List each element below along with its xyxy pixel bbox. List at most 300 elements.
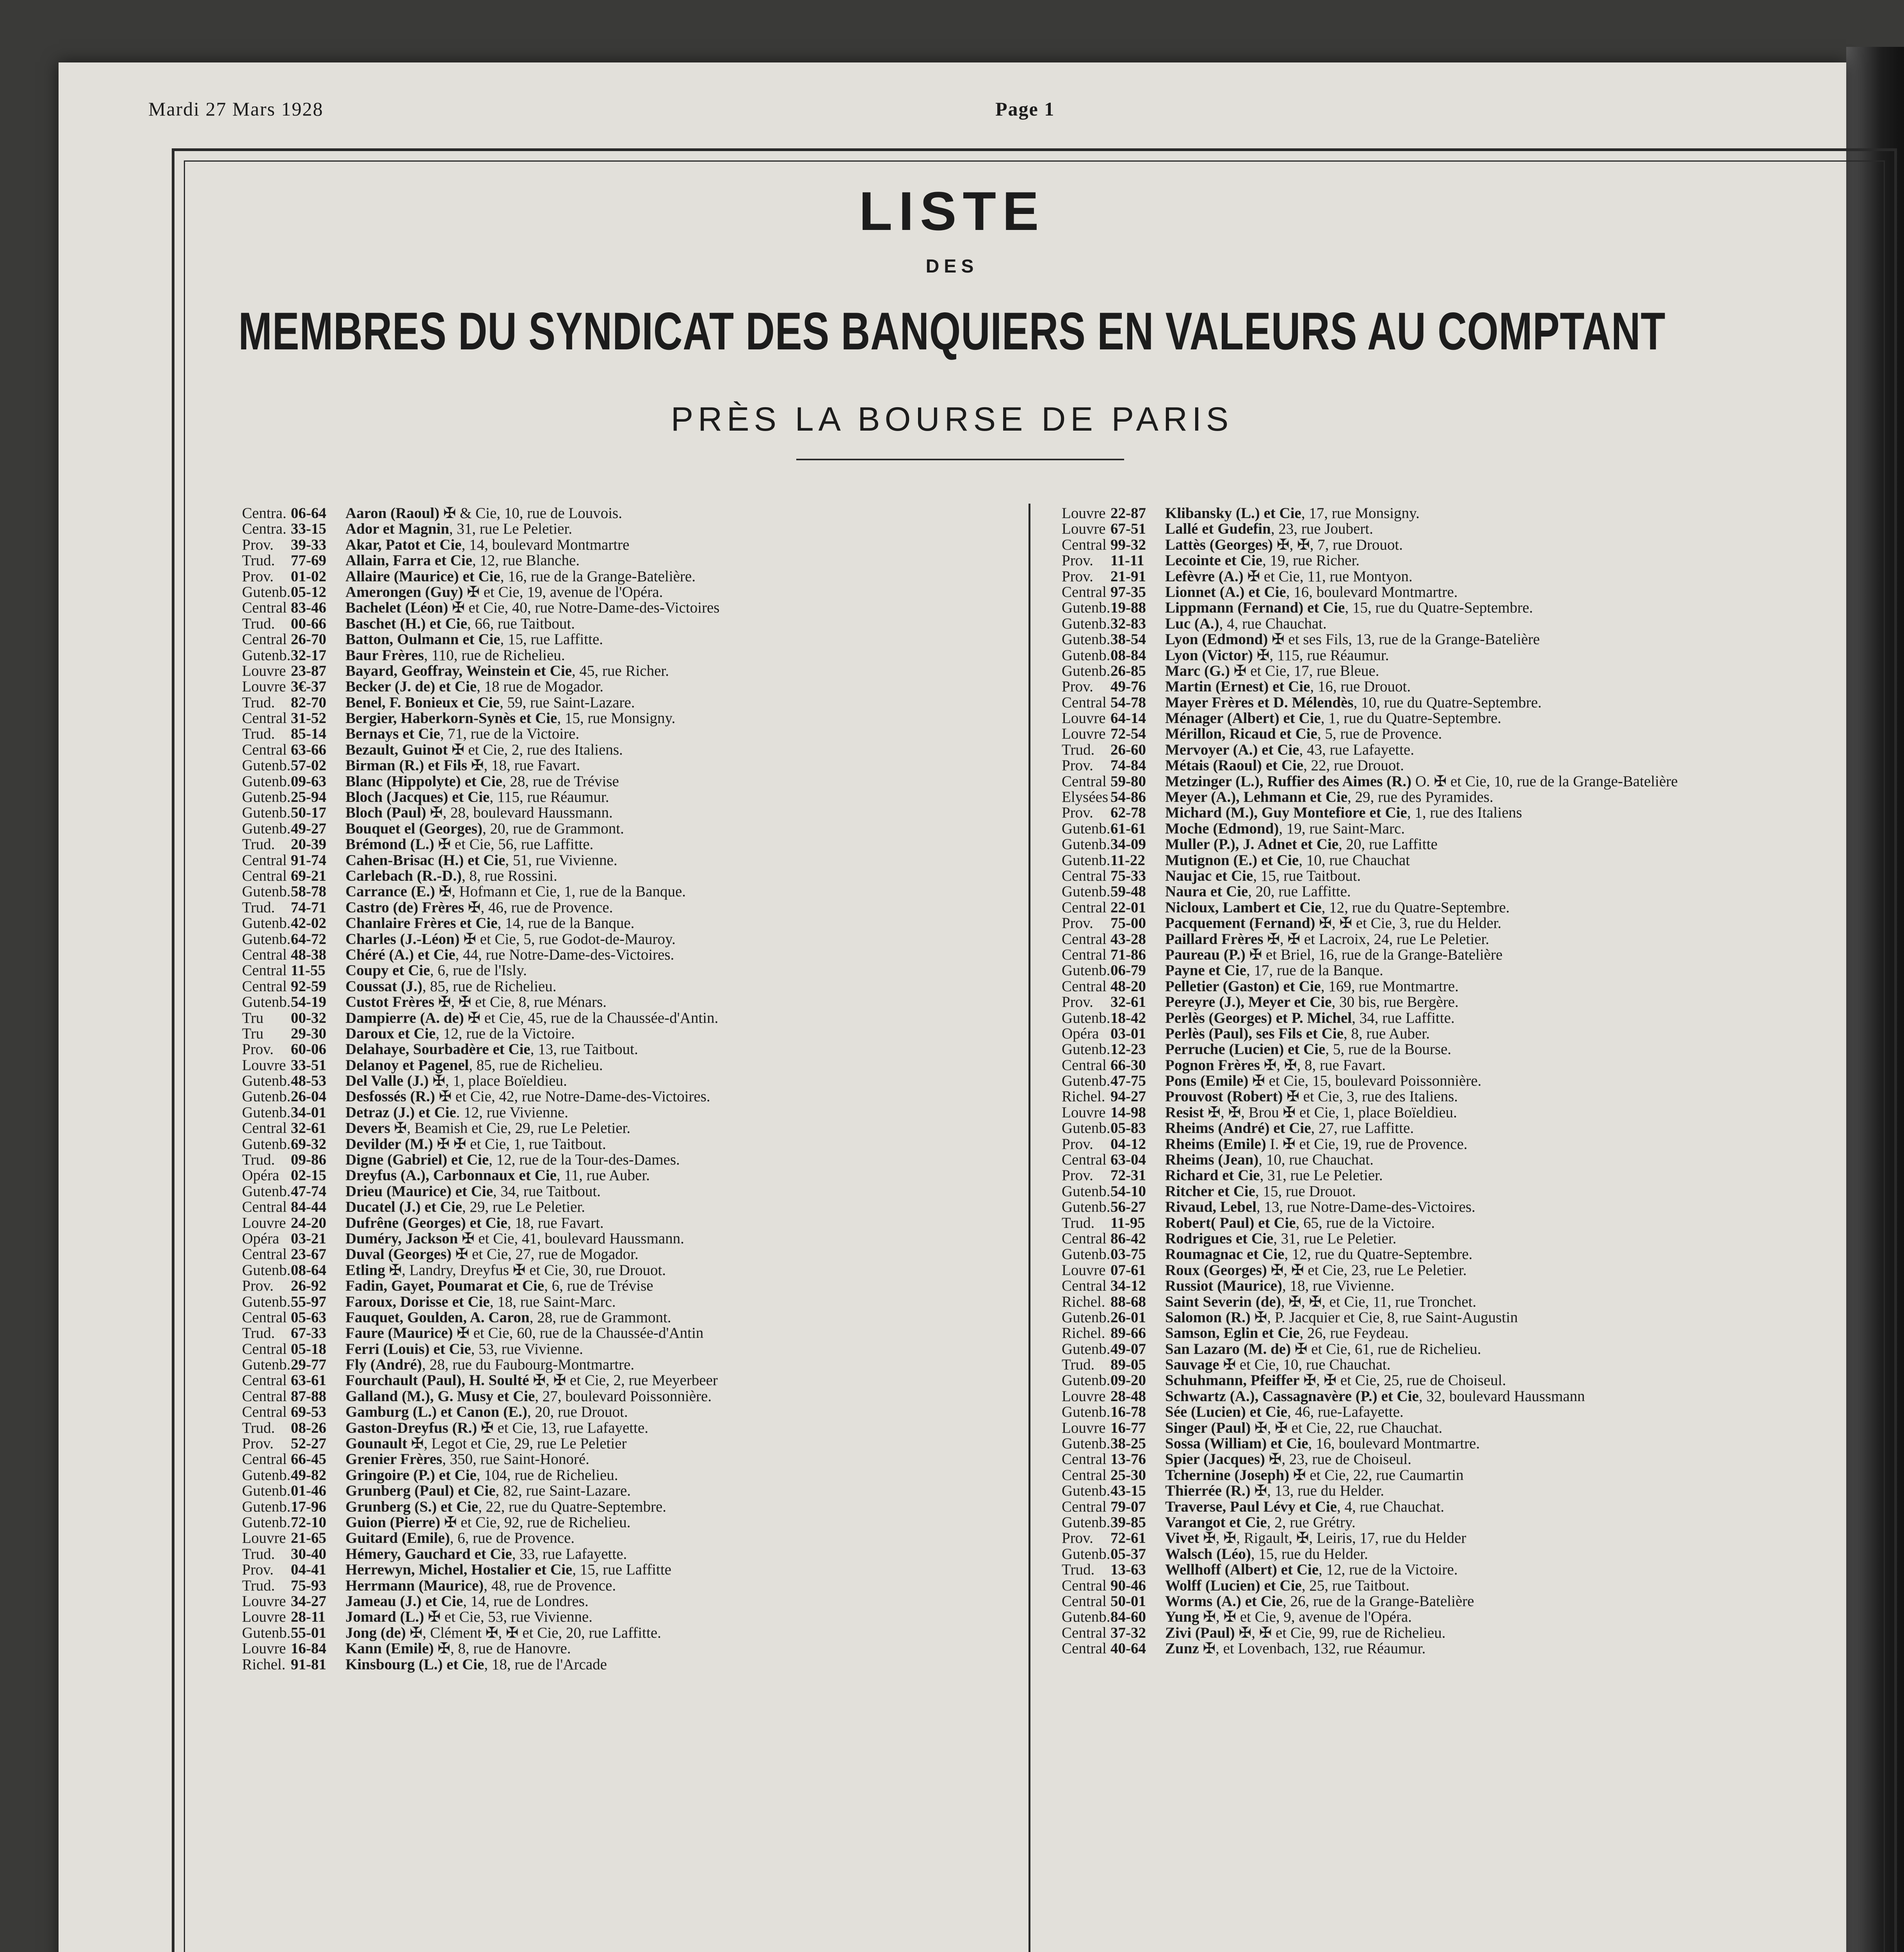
member-exchange: Trud. bbox=[242, 725, 275, 743]
member-name: Jong (de) bbox=[345, 1624, 406, 1641]
member-address: ✠, ✠, Brou ✠ et Cie, 1, place Boïeldieu. bbox=[1204, 1104, 1457, 1121]
member-row bbox=[1062, 900, 1874, 915]
member-name: Grenier Frères bbox=[345, 1451, 442, 1468]
member-phone: 49-82 bbox=[291, 1466, 326, 1484]
member-name: Fourchault (Paul), H. Soulté bbox=[345, 1372, 529, 1389]
member-phone: 26-70 bbox=[291, 631, 326, 648]
member-name: Baur Frères bbox=[345, 647, 424, 664]
member-row bbox=[1062, 1184, 1874, 1199]
member-exchange: Richel. bbox=[1062, 1293, 1105, 1310]
member-row bbox=[242, 789, 1023, 805]
member-exchange: Trud. bbox=[242, 1151, 275, 1168]
member-exchange: Central bbox=[1062, 694, 1107, 711]
member-address: ✠, ✠ et Cie, 22, rue Chauchat. bbox=[1251, 1419, 1443, 1436]
member-exchange: Prov. bbox=[242, 1041, 274, 1058]
member-exchange: Gutenb. bbox=[1062, 883, 1110, 900]
member-name: Bloch (Jacques) et Cie bbox=[345, 789, 490, 806]
member-name: Metzinger (L.), Ruffier des Aimes (R.) bbox=[1165, 773, 1412, 790]
member-name: Sauvage bbox=[1165, 1356, 1219, 1373]
member-row bbox=[242, 947, 1023, 963]
member-row bbox=[1062, 1168, 1874, 1183]
member-name: Detraz (J.) et Cie bbox=[345, 1104, 456, 1121]
member-name: Becker (J. de) et Cie bbox=[345, 678, 477, 695]
member-exchange: Central bbox=[242, 946, 287, 963]
member-name: Pognon Frères bbox=[1165, 1056, 1260, 1074]
member-exchange: Central bbox=[242, 599, 287, 616]
member-address: ✠, Hofmann et Cie, 1, rue de la Banque. bbox=[435, 883, 686, 900]
member-name: Blanc (Hippolyte) et Cie bbox=[345, 773, 502, 790]
member-row bbox=[1062, 1278, 1874, 1294]
member-row bbox=[242, 1058, 1023, 1073]
member-address: ✠ et Cie, 92, rue de Richelieu. bbox=[440, 1514, 631, 1531]
title-liste: LISTE bbox=[859, 180, 1045, 242]
member-phone: 34-12 bbox=[1110, 1277, 1146, 1295]
member-exchange: Gutenb. bbox=[242, 1183, 291, 1200]
member-row bbox=[242, 1389, 1023, 1404]
member-name: Wolff (Lucien) et Cie bbox=[1165, 1577, 1302, 1594]
member-address: , 85, rue de Richelieu. bbox=[469, 1056, 603, 1074]
member-row bbox=[1062, 915, 1874, 931]
member-exchange: Central bbox=[242, 1403, 287, 1421]
member-address: ✠ & Cie, 10, rue de Louvois. bbox=[439, 505, 622, 522]
member-phone: 07-61 bbox=[1110, 1261, 1146, 1279]
member-exchange: Trud. bbox=[1062, 1214, 1095, 1231]
member-address: , 46, rue-Lafayette. bbox=[1287, 1403, 1404, 1421]
member-row bbox=[242, 1562, 1023, 1578]
member-address: ✠, 23, rue de Choiseul. bbox=[1265, 1451, 1412, 1468]
member-row bbox=[1062, 758, 1874, 773]
member-exchange: Gutenb. bbox=[1062, 1009, 1110, 1026]
member-exchange: Prov. bbox=[1062, 568, 1093, 585]
member-name: Mayer Frères et D. Mélendès bbox=[1165, 694, 1354, 711]
member-phone: 11-22 bbox=[1110, 851, 1145, 869]
member-exchange: Central bbox=[242, 1309, 287, 1326]
member-address: I. ✠ et Cie, 19, rue de Provence. bbox=[1266, 1135, 1468, 1152]
member-exchange: Central bbox=[1062, 899, 1107, 916]
member-exchange: Central bbox=[242, 1372, 287, 1389]
member-address: , 350, rue Saint-Honoré. bbox=[442, 1451, 589, 1468]
member-name: Coussat (J.) bbox=[345, 978, 423, 995]
member-row bbox=[1062, 1199, 1874, 1215]
member-phone: 72-31 bbox=[1110, 1167, 1146, 1184]
member-name: Fadin, Gayet, Poumarat et Cie bbox=[345, 1277, 545, 1295]
member-name: Perlès (Paul), ses Fils et Cie bbox=[1165, 1025, 1344, 1042]
member-row bbox=[242, 979, 1023, 994]
member-exchange: Richel. bbox=[1062, 1325, 1105, 1342]
member-name: Walsch (Léo) bbox=[1165, 1545, 1251, 1562]
member-exchange: Central bbox=[242, 1340, 287, 1357]
member-address: , 4, rue Chauchat. bbox=[1219, 615, 1327, 632]
member-address: , ✠, ✠, et Cie, 11, rue Tronchet. bbox=[1281, 1293, 1477, 1310]
member-exchange: Richel. bbox=[242, 1656, 286, 1673]
member-exchange: Gutenb. bbox=[242, 1466, 291, 1484]
member-address: , 18, rue de l'Arcade bbox=[484, 1656, 607, 1673]
member-name: Allain, Farra et Cie bbox=[345, 552, 472, 569]
member-phone: 18-42 bbox=[1110, 1009, 1146, 1026]
member-phone: 26-04 bbox=[291, 1088, 326, 1105]
member-exchange: Opéra bbox=[242, 1230, 279, 1247]
member-exchange: Louvre bbox=[242, 1608, 286, 1626]
member-row bbox=[242, 663, 1023, 679]
member-address: ✠ et Cie, 56, rue Laffitte. bbox=[434, 836, 594, 853]
member-address: , 44, rue Notre-Dame-des-Victoires. bbox=[455, 946, 674, 963]
member-row bbox=[242, 1641, 1023, 1656]
member-exchange: Trud. bbox=[242, 1419, 275, 1436]
member-phone: 43-28 bbox=[1110, 930, 1146, 948]
member-exchange: Gutenb. bbox=[1062, 962, 1110, 979]
member-phone: 08-64 bbox=[291, 1261, 326, 1279]
member-exchange: Central bbox=[1062, 1640, 1107, 1657]
member-name: Gounault bbox=[345, 1435, 407, 1452]
member-address: , 53, rue Vivienne. bbox=[471, 1340, 583, 1357]
member-phone: 54-78 bbox=[1110, 694, 1146, 711]
member-row bbox=[1062, 853, 1874, 868]
member-name: Paillard Frères bbox=[1165, 930, 1263, 948]
member-exchange: Tru bbox=[242, 1025, 263, 1042]
member-name: Mérillon, Ricaud et Cie bbox=[1165, 725, 1317, 743]
member-row bbox=[242, 1609, 1023, 1625]
member-name: Fauquet, Goulden, A. Caron bbox=[345, 1309, 530, 1326]
member-exchange: Gutenb. bbox=[1062, 1435, 1110, 1452]
member-phone: 25-30 bbox=[1110, 1466, 1146, 1484]
member-phone: 09-63 bbox=[291, 773, 326, 790]
member-phone: 03-21 bbox=[291, 1230, 326, 1247]
member-exchange: Gutenb. bbox=[1062, 631, 1110, 648]
member-exchange: Gutenb. bbox=[242, 583, 291, 600]
member-phone: 67-51 bbox=[1110, 520, 1146, 538]
member-phone: 29-77 bbox=[291, 1356, 326, 1373]
member-name: Devilder (M.) bbox=[345, 1135, 433, 1152]
member-address: , 14, rue de la Banque. bbox=[497, 915, 635, 932]
member-exchange: Trud. bbox=[242, 694, 275, 711]
member-address: ✠ et Cie, 40, rue Notre-Dame-des-Victoires bbox=[448, 599, 720, 616]
member-row bbox=[242, 758, 1023, 773]
member-exchange: Central bbox=[1062, 583, 1107, 600]
member-row bbox=[242, 695, 1023, 711]
member-name: Wellhoff (Albert) et Cie bbox=[1165, 1561, 1319, 1578]
member-address: , 10, rue Chauchat bbox=[1299, 851, 1410, 869]
member-phone: 11-11 bbox=[1110, 552, 1144, 569]
member-name: Rheims (Emile) bbox=[1165, 1135, 1266, 1152]
member-phone: 77-69 bbox=[291, 552, 326, 569]
member-phone: 79-07 bbox=[1110, 1498, 1146, 1515]
member-address: ✠ et Cie, 2, rue des Italiens. bbox=[448, 741, 623, 758]
member-row bbox=[1062, 521, 1874, 537]
member-phone: 32-17 bbox=[291, 647, 326, 664]
member-phone: 26-60 bbox=[1110, 741, 1146, 758]
header-date: Mardi 27 Mars 1928 bbox=[148, 98, 324, 120]
member-row bbox=[1062, 821, 1874, 837]
member-phone: 08-26 bbox=[291, 1419, 326, 1436]
member-address: ✠, 115, rue Réaumur. bbox=[1253, 647, 1389, 664]
member-exchange: Gutenb. bbox=[242, 1104, 291, 1121]
member-row bbox=[1062, 1468, 1874, 1483]
member-name: Guitard (Emile) bbox=[345, 1530, 450, 1547]
member-row bbox=[1062, 1594, 1874, 1609]
member-phone: 82-70 bbox=[291, 694, 326, 711]
member-phone: 14-98 bbox=[1110, 1104, 1146, 1121]
member-name: Marc (G.) bbox=[1165, 662, 1230, 679]
member-name: Rheims (André) et Cie bbox=[1165, 1120, 1311, 1137]
member-address: , 28, rue du Faubourg-Montmartre. bbox=[422, 1356, 635, 1373]
member-phone: 72-61 bbox=[1110, 1530, 1146, 1547]
member-row bbox=[242, 1184, 1023, 1199]
member-address: , 20, rue Drouot. bbox=[527, 1403, 628, 1421]
member-name: Ducatel (J.) et Cie bbox=[345, 1199, 462, 1216]
member-name: Faroux, Dorisse et Cie bbox=[345, 1293, 490, 1310]
member-phone: 01-46 bbox=[291, 1482, 326, 1500]
member-name: Drieu (Maurice) et Cie bbox=[345, 1183, 493, 1200]
member-row bbox=[242, 521, 1023, 537]
member-phone: 91-81 bbox=[291, 1656, 326, 1673]
member-exchange: Prov. bbox=[1062, 678, 1093, 695]
member-row bbox=[1062, 1404, 1874, 1420]
member-name: Del Valle (J.) bbox=[345, 1072, 429, 1090]
member-address: ✠, 46, rue de Provence. bbox=[464, 899, 613, 916]
member-exchange: Prov. bbox=[242, 1277, 274, 1295]
member-phone: 87-88 bbox=[291, 1387, 326, 1405]
member-address: ✠ ✠ et Cie, 1, rue Taitbout. bbox=[433, 1135, 606, 1152]
member-exchange: Louvre bbox=[242, 1640, 286, 1657]
member-phone: 38-54 bbox=[1110, 631, 1146, 648]
member-address: ✠, ✠ et Cie, 9, avenue de l'Opéra. bbox=[1199, 1608, 1412, 1626]
page-subtitle: PRÈS LA BOURSE DE PARIS bbox=[671, 401, 1233, 438]
member-name: Samson, Eglin et Cie bbox=[1165, 1325, 1300, 1342]
member-exchange: Gutenb. bbox=[1062, 615, 1110, 632]
member-row bbox=[242, 553, 1023, 568]
member-phone: 09-20 bbox=[1110, 1372, 1146, 1389]
member-phone: 50-17 bbox=[291, 804, 326, 821]
member-row bbox=[242, 963, 1023, 978]
member-phone: 94-27 bbox=[1110, 1088, 1146, 1105]
member-exchange: Gutenb. bbox=[242, 1135, 291, 1152]
member-phone: 48-38 bbox=[291, 946, 326, 963]
member-phone: 59-80 bbox=[1110, 773, 1146, 790]
member-address: , 16, rue de la Grange-Batelière. bbox=[500, 568, 696, 585]
member-name: Brémond (L.) bbox=[345, 836, 434, 853]
member-name: Gaston-Dreyfus (R.) bbox=[345, 1419, 477, 1436]
member-name: Akar, Patot et Cie bbox=[345, 536, 462, 553]
member-address: , 11, rue Auber. bbox=[556, 1167, 650, 1184]
member-phone: 84-60 bbox=[1110, 1608, 1146, 1626]
member-address: , 12, rue de la Victoire. bbox=[1319, 1561, 1458, 1578]
member-row bbox=[1062, 1641, 1874, 1656]
member-address: , 59, rue Saint-Lazare. bbox=[500, 694, 635, 711]
member-row bbox=[242, 1152, 1023, 1168]
member-row bbox=[1062, 726, 1874, 742]
member-phone: 58-78 bbox=[291, 883, 326, 900]
member-exchange: Louvre bbox=[242, 662, 286, 679]
member-name: Traverse, Paul Lévy et Cie bbox=[1165, 1498, 1337, 1515]
member-phone: 64-72 bbox=[291, 930, 326, 948]
member-row bbox=[1062, 1089, 1874, 1104]
member-phone: 12-23 bbox=[1110, 1041, 1146, 1058]
member-phone: 66-30 bbox=[1110, 1056, 1146, 1074]
member-exchange: Prov. bbox=[242, 568, 274, 585]
member-row bbox=[242, 1483, 1023, 1499]
member-phone: 20-39 bbox=[291, 836, 326, 853]
member-name: Varangot et Cie bbox=[1165, 1514, 1267, 1531]
member-phone: 34-09 bbox=[1110, 836, 1146, 853]
member-address: O. ✠ et Cie, 10, rue de la Grange-Batelière bbox=[1411, 773, 1678, 790]
member-row bbox=[1062, 1483, 1874, 1499]
member-address: ✠, ✠, 7, rue Drouot. bbox=[1273, 536, 1403, 553]
member-address: ✠, ✠ et Lacroix, 24, rue Le Peletier. bbox=[1263, 930, 1489, 948]
member-phone: 47-74 bbox=[291, 1183, 326, 1200]
member-phone: 33-51 bbox=[291, 1056, 326, 1074]
member-address: , 51, rue Vivienne. bbox=[505, 851, 617, 869]
member-name: Roux (Georges) bbox=[1165, 1261, 1267, 1279]
member-name: Salomon (R.) bbox=[1165, 1309, 1251, 1326]
member-list-right bbox=[1062, 506, 1874, 1657]
member-exchange: Gutenb. bbox=[242, 804, 291, 821]
member-row bbox=[242, 1073, 1023, 1089]
member-exchange: Louvre bbox=[242, 678, 286, 695]
member-row bbox=[1062, 1389, 1874, 1404]
member-exchange: Prov. bbox=[242, 1435, 274, 1452]
member-row bbox=[242, 915, 1023, 931]
member-address: , 12, rue de la Tour-des-Dames. bbox=[489, 1151, 680, 1168]
member-row bbox=[242, 1294, 1023, 1310]
member-phone: 00-32 bbox=[291, 1009, 326, 1026]
member-name: Etling bbox=[345, 1261, 385, 1279]
member-row bbox=[1062, 1499, 1874, 1515]
member-name: Thierrée (R.) bbox=[1165, 1482, 1251, 1500]
member-name: Perruche (Lucien) et Cie bbox=[1165, 1041, 1326, 1058]
member-row bbox=[1062, 1420, 1874, 1436]
member-phone: 17-96 bbox=[291, 1498, 326, 1515]
member-phone: 67-33 bbox=[291, 1325, 326, 1342]
member-phone: 21-91 bbox=[1110, 568, 1146, 585]
member-exchange: Gutenb. bbox=[1062, 1545, 1110, 1562]
member-row bbox=[1062, 1073, 1874, 1089]
member-address: , 13, rue Taitbout. bbox=[530, 1041, 638, 1058]
member-name: Mutignon (E.) et Cie bbox=[1165, 851, 1299, 869]
member-name: Sossa (William) et Cie bbox=[1165, 1435, 1308, 1452]
member-row bbox=[242, 868, 1023, 884]
member-name: Perlès (Georges) et P. Michel bbox=[1165, 1009, 1352, 1026]
member-name: Herrewyn, Michel, Hostalier et Cie bbox=[345, 1561, 573, 1578]
member-address: , 104, rue de Richelieu. bbox=[476, 1466, 618, 1484]
member-exchange: Central bbox=[1062, 1277, 1107, 1295]
member-name: Lionnet (A.) et Cie bbox=[1165, 583, 1286, 600]
member-name: Chanlaire Frères et Cie bbox=[345, 915, 498, 932]
member-phone: 69-53 bbox=[291, 1403, 326, 1421]
member-phone: 26-01 bbox=[1110, 1309, 1146, 1326]
title-des: DES bbox=[925, 256, 979, 277]
member-phone: 57-02 bbox=[291, 757, 326, 774]
member-exchange: Central bbox=[242, 1199, 287, 1216]
header-page-number: Page 1 bbox=[995, 98, 1055, 120]
member-exchange: Central bbox=[1062, 1577, 1107, 1594]
member-exchange: Gutenb. bbox=[242, 994, 291, 1011]
member-row bbox=[1062, 1042, 1874, 1057]
member-phone: 99-32 bbox=[1110, 536, 1146, 553]
member-address: , 14, boulevard Montmartre bbox=[461, 536, 630, 553]
member-name: Klibansky (L.) et Cie bbox=[1165, 505, 1301, 522]
member-exchange: Gutenb. bbox=[1062, 820, 1110, 837]
member-address: , 15, rue Laffitte. bbox=[500, 631, 603, 648]
member-phone: 16-77 bbox=[1110, 1419, 1146, 1436]
member-address: ✠ et Cie, 53, rue Vivienne. bbox=[424, 1608, 593, 1626]
member-address: ✠, ✠ et Cie, 2, rue Meyerbeer bbox=[529, 1372, 718, 1389]
member-address: ✠ et Cie, 17, rue Bleue. bbox=[1230, 662, 1379, 679]
member-row bbox=[242, 1657, 1023, 1672]
member-phone: 23-67 bbox=[291, 1246, 326, 1263]
member-address: , 27, boulevard Poissonnière. bbox=[535, 1387, 712, 1405]
member-address: , 28, rue de Trévise bbox=[502, 773, 619, 790]
member-phone: 97-35 bbox=[1110, 583, 1146, 600]
member-exchange: Gutenb. bbox=[1062, 1041, 1110, 1058]
member-name: Pacquement (Fernand) bbox=[1165, 915, 1315, 932]
member-address: , 82, rue Saint-Lazare. bbox=[495, 1482, 631, 1500]
member-row bbox=[242, 1136, 1023, 1152]
member-row bbox=[242, 679, 1023, 695]
member-row bbox=[242, 1594, 1023, 1609]
member-exchange: Central bbox=[1062, 978, 1107, 995]
member-exchange: Gutenb. bbox=[1062, 662, 1110, 679]
member-name: Roumagnac et Cie bbox=[1165, 1246, 1285, 1263]
member-exchange: Central bbox=[1062, 1466, 1107, 1484]
member-address: , 71, rue de la Victoire. bbox=[440, 725, 580, 743]
member-address: ✠ et Cie, 15, boulevard Poissonnière. bbox=[1248, 1072, 1482, 1090]
member-exchange: Gutenb. bbox=[1062, 836, 1110, 853]
member-row bbox=[1062, 711, 1874, 726]
member-row bbox=[1062, 648, 1874, 663]
member-address: , 6, rue de l'Isly. bbox=[430, 962, 527, 979]
member-name: Ferri (Louis) et Cie bbox=[345, 1340, 471, 1357]
member-phone: 49-07 bbox=[1110, 1340, 1146, 1357]
member-exchange: Gutenb. bbox=[242, 1624, 291, 1641]
member-name: Pereyre (J.), Meyer et Cie bbox=[1165, 994, 1332, 1011]
member-address: , 26, rue de la Grange-Batelière bbox=[1283, 1592, 1474, 1610]
member-address: ✠ et Cie, 22, rue Caumartin bbox=[1289, 1466, 1464, 1484]
member-address: , 25, rue Taitbout. bbox=[1301, 1577, 1409, 1594]
member-row bbox=[242, 1042, 1023, 1057]
member-address: , 12, rue du Quatre-Septembre. bbox=[1284, 1246, 1473, 1263]
member-address: , 65, rue de la Victoire. bbox=[1295, 1214, 1435, 1231]
title-divider bbox=[796, 459, 1124, 460]
member-exchange: Louvre bbox=[1062, 1261, 1106, 1279]
member-name: Luc (A.) bbox=[1165, 615, 1219, 632]
column-divider bbox=[1029, 504, 1030, 1952]
member-name: Herrmann (Maurice) bbox=[345, 1577, 484, 1594]
member-phone: 66-45 bbox=[291, 1451, 326, 1468]
member-row bbox=[242, 1452, 1023, 1467]
member-name: Spier (Jacques) bbox=[1165, 1451, 1265, 1468]
member-address: , 15, rue du Quatre-Septembre. bbox=[1345, 599, 1533, 616]
member-exchange: Trud. bbox=[1062, 1561, 1095, 1578]
member-phone: 00-66 bbox=[291, 615, 326, 632]
member-address: ✠ et Cie, 60, rue de la Chaussée-d'Antin bbox=[453, 1325, 704, 1342]
member-phone: 38-25 bbox=[1110, 1435, 1146, 1452]
member-exchange: Gutenb. bbox=[242, 915, 291, 932]
member-address: , 29, rue des Pyramides. bbox=[1347, 789, 1493, 806]
member-row bbox=[1062, 1578, 1874, 1594]
member-address: ✠, ✠ et Cie, 23, rue Le Peletier. bbox=[1267, 1261, 1467, 1279]
member-name: Payne et Cie bbox=[1165, 962, 1246, 979]
member-phone: 69-32 bbox=[291, 1135, 326, 1152]
member-phone: 33-15 bbox=[291, 520, 326, 538]
member-exchange: Central bbox=[242, 978, 287, 995]
member-row bbox=[242, 616, 1023, 632]
member-phone: 54-86 bbox=[1110, 789, 1146, 806]
member-phone: 49-76 bbox=[1110, 678, 1146, 695]
member-address: ✠ et Cie, 5, rue Godot-de-Mauroy. bbox=[459, 930, 676, 948]
member-phone: 28-48 bbox=[1110, 1387, 1146, 1405]
member-name: Lippmann (Fernand) et Cie bbox=[1165, 599, 1345, 616]
member-exchange: Tru bbox=[242, 1009, 263, 1026]
